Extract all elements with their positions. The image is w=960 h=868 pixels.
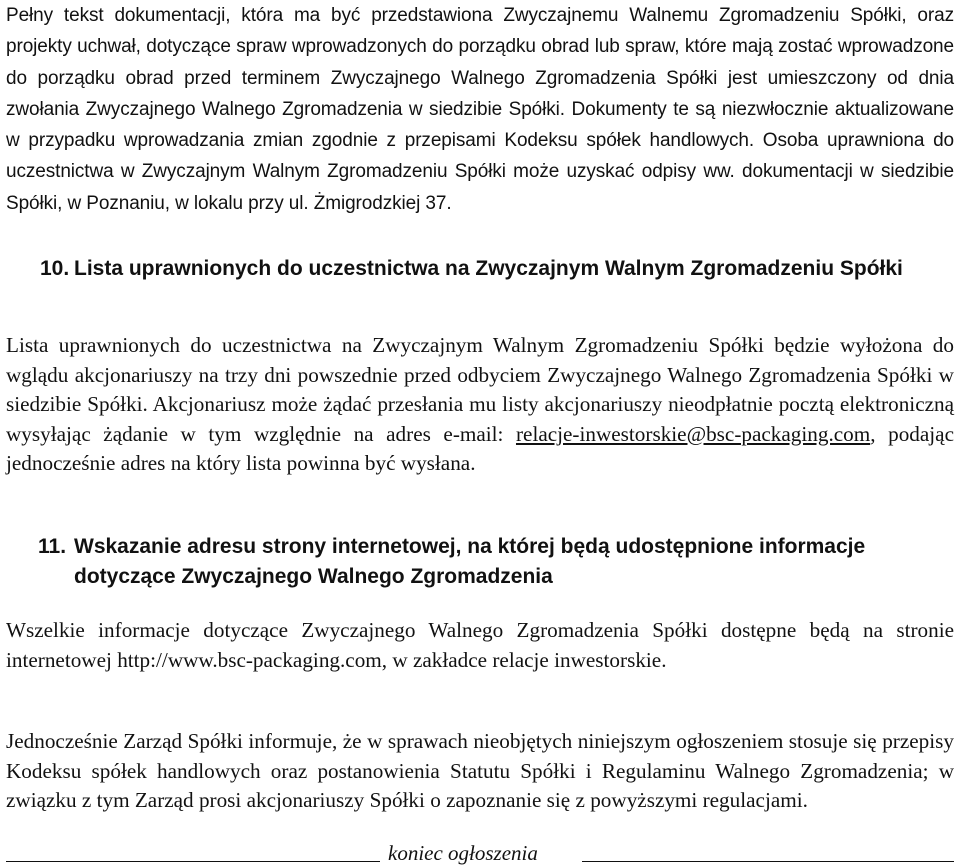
section-11-paragraph: Wszelkie informacje dotyczące Zwyczajnego Walnego Zgromadzenia Spółki dostępne będą na stronie internetowej http://www.bsc-packaging.com, w zakładce relacje inwestorskie. bbox=[6, 618, 954, 672]
section-10-heading bbox=[6, 254, 954, 284]
email-link[interactable]: relacje-inwestorskie@bsc-packaging.com bbox=[515, 421, 871, 446]
intro-paragraph: Pełny tekst dokumentacji, która ma być przedstawiona Zwyczajnemu Walnemu Zgromadzeniu Spółki, oraz projekty uchwał, dotyczące spraw wprowadzonych do porządku obrad lub spraw, które mają zostać wprowadzone do porządku obrad przed terminem Zwyczajnego Walnego Zgromadzenia Spółki jest umieszczony od dnia zwołania Zwyczajnego Walnego Zgromadzenia w siedzibie Spółki. Dokumenty te są niezwłocznie aktualizowane w przypadku wprowadzania zmian zgodnie z przepisami Kodeksu spółek handlowych. Osoba uprawniona do uczestnictwa w Zwyczajnym Walnym Zgromadzeniu Spółki może uzyskać odpisy ww. dokumentacji w siedzibie Spółki, w Poznaniu, w lokalu przy ul. Żmigrodzkiej 37. bbox=[6, 5, 954, 214]
section-11-number: 11. bbox=[38, 535, 67, 558]
section-10-paragraph bbox=[6, 331, 954, 479]
section-10-number: 10. bbox=[40, 257, 70, 280]
closing-paragraph: Jednocześnie Zarząd Spółki informuje, że w sprawach nieobjętych niniejszym ogłoszeniem stosuje się przepisy Kodeksu spółek handlowych oraz postanowienia Statutu Spółki i Regulaminu Walnego Zgromadzenia; w związku z tym Zarząd prosi akcjonariuszy Spółki o zapoznanie się z powyższymi regulacjami. bbox=[6, 729, 954, 812]
section-10-body-text: Lista uprawnionych do uczestnictwa na Zwyczajnym Walnym Zgromadzeniu Spółki będzie wyłożona do wglądu akcjonariuszy na trzy dni powszednie przed odbyciem Zwyczajnego Walnego Zgromadzenia Spółki w siedzibie Spółki. Akcjonariusz może żądać przesłania mu listy akcjonariuszy nieodpłatnie pocztą elektroniczną wysyłając żądanie w tym względnie na adres e-mail: bbox=[6, 333, 954, 446]
section-10-title: Lista uprawnionych do uczestnictwa na Zwyczajnym Walnym Zgromadzeniu Spółki bbox=[74, 257, 903, 280]
end-of-notice-label: koniec ogłoszenia bbox=[388, 841, 538, 865]
end-of-notice bbox=[6, 838, 954, 868]
section-10-body-tail: , podając jednocześnie adres na który lista powinna być wysłana. bbox=[6, 421, 954, 475]
footer-rule-left bbox=[6, 861, 380, 862]
footer-rule-right bbox=[582, 861, 954, 862]
section-11-heading bbox=[6, 532, 954, 592]
section-11-title: Wskazanie adresu strony internetowej, na której będą udostępnione informacje dotyczące Zwyczajnego Walnego Zgromadzenia bbox=[74, 535, 866, 588]
